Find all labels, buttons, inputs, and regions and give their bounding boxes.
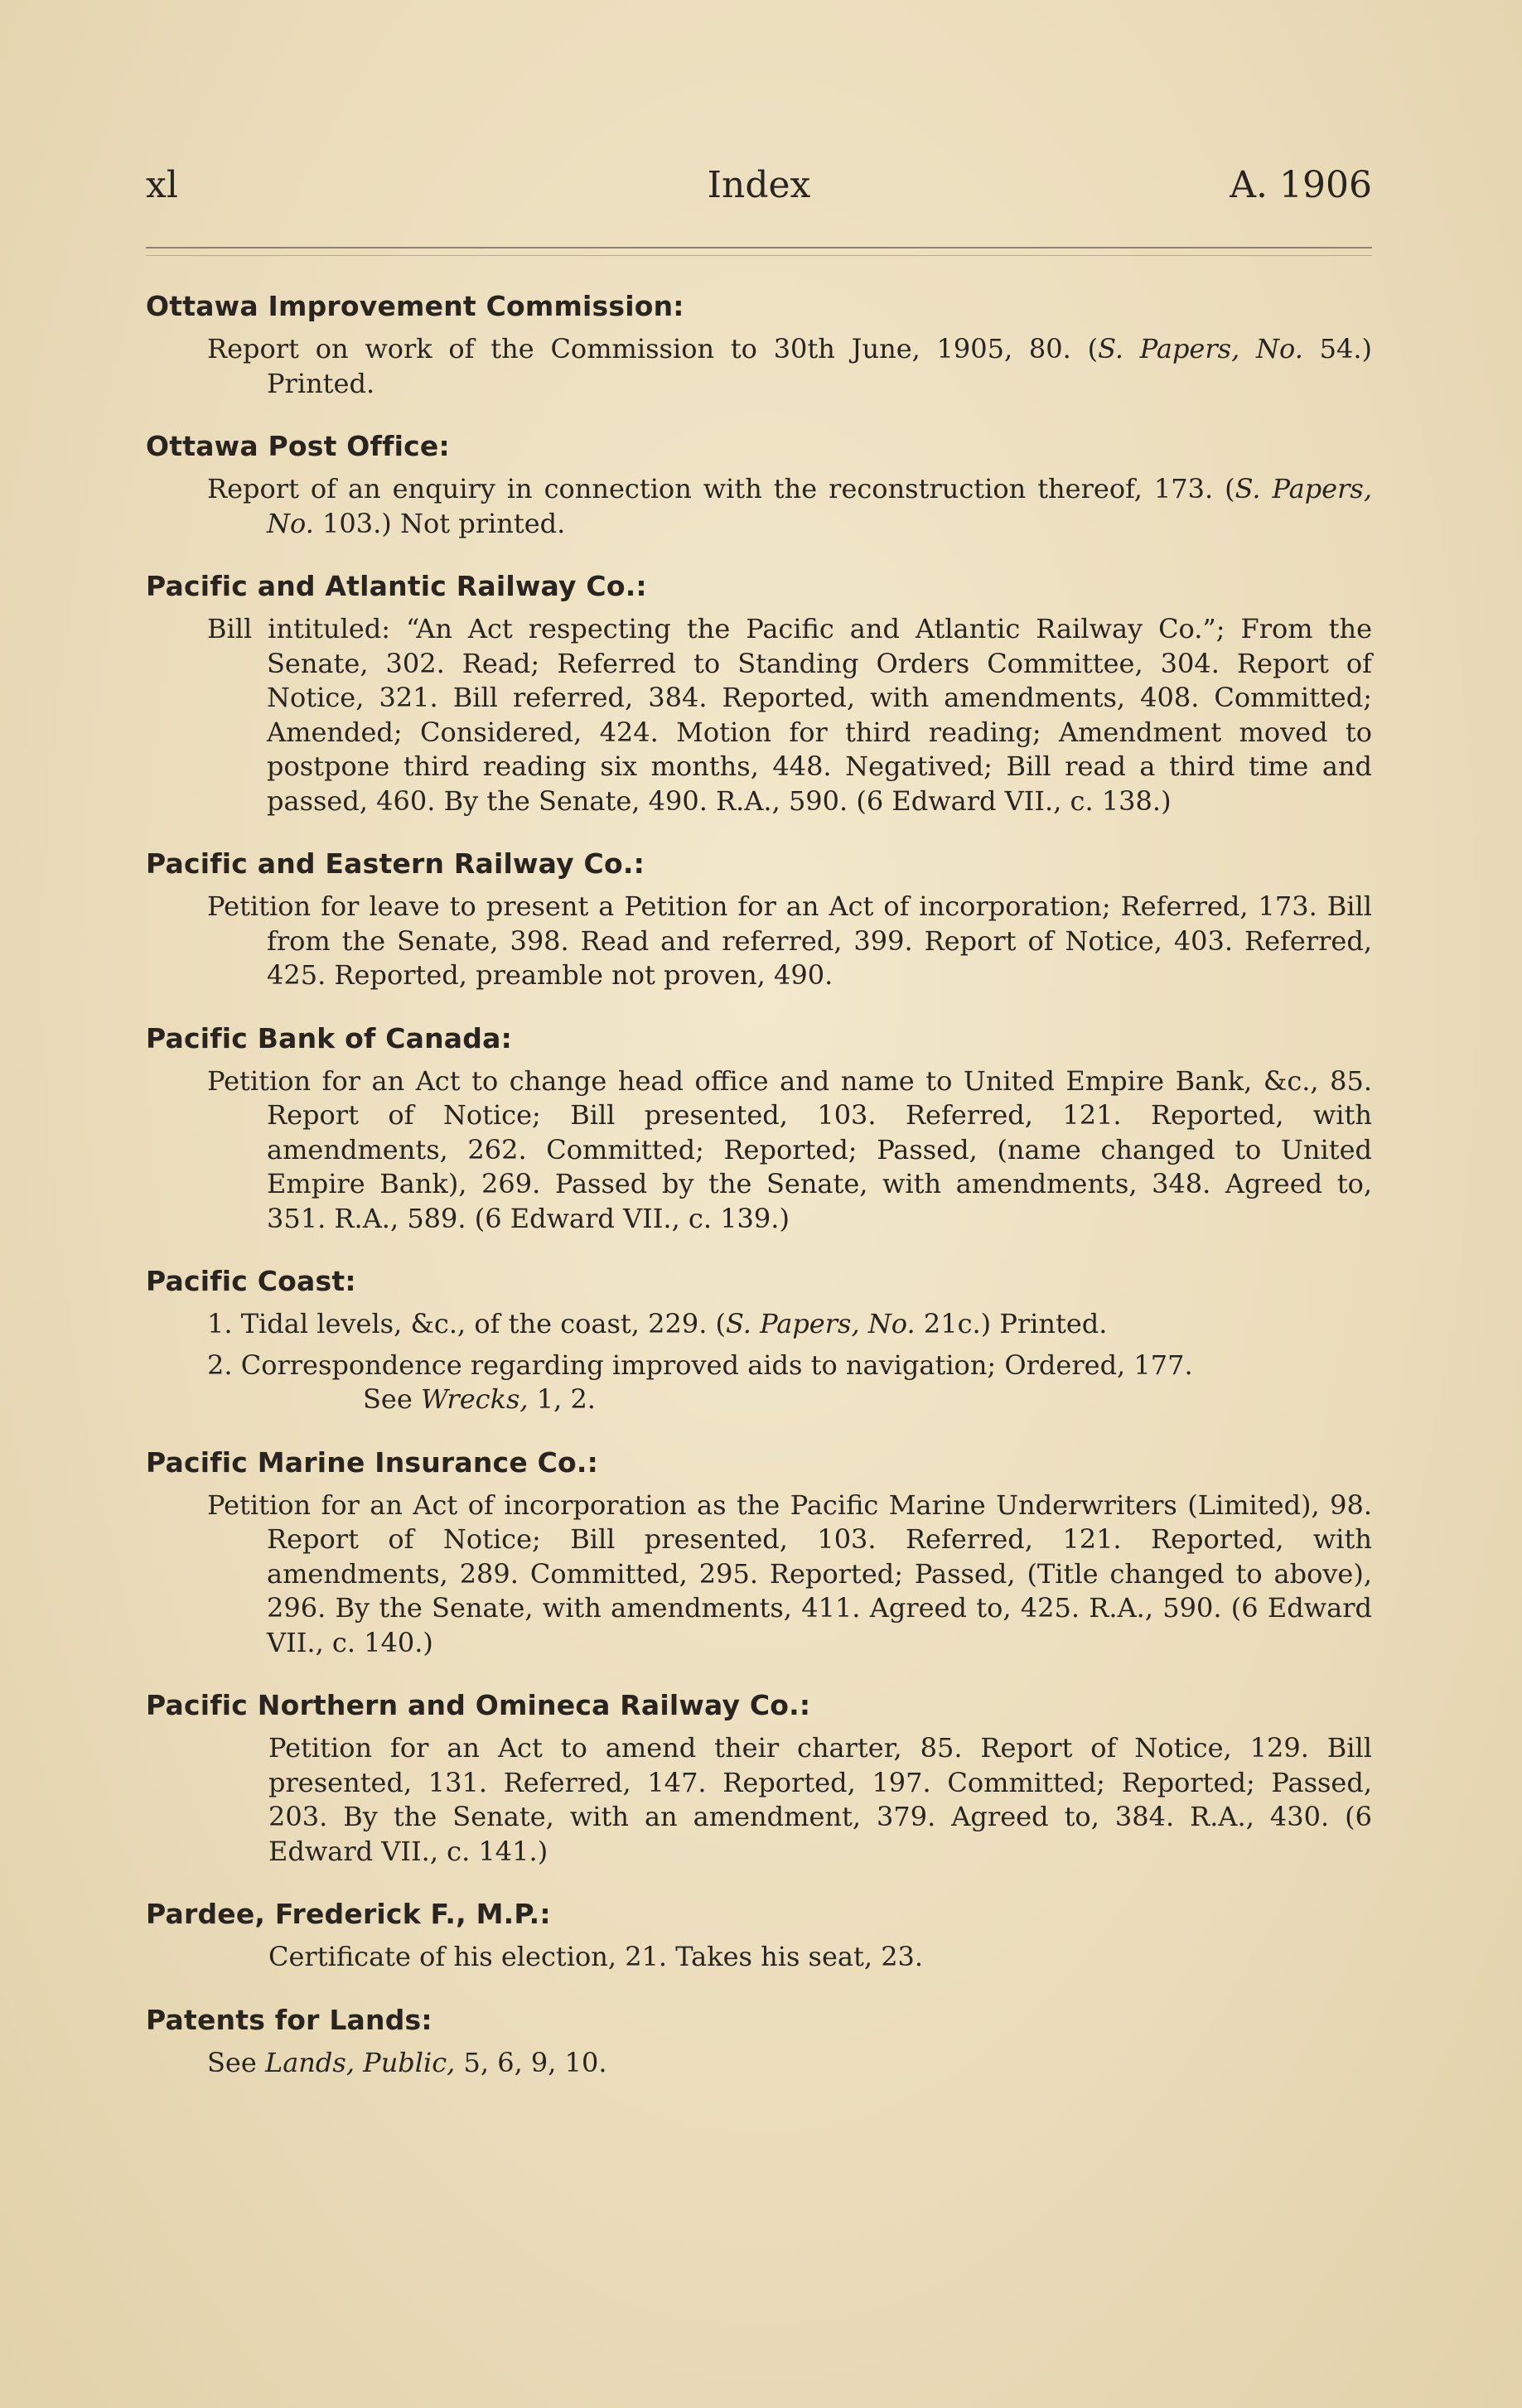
index-entries <box>146 286 1372 2105</box>
entry-text: Certificate of his election, 21. Takes his seat, 23. <box>268 1941 924 1972</box>
entry-heading: Pacific Bank of Canada: <box>146 1021 512 1054</box>
entry-heading: Pacific and Eastern Railway Co.: <box>146 847 645 880</box>
entry-text: Petition for an Act of incorporation as the Pacific Marine Underwriters (Limited), 98. Report of Notice; Bill presented, 103. Referred, 121. Reported, with amendments, 289. Committed, 295. Reported; Passed, (Title changed to above), 296. By the Senate, with amendments, 411. Agreed to, 425. R.A., 590. (6 Edward VII., c. 140.) <box>207 1489 1372 1658</box>
entry-text: 1. Tidal levels, &c., of the coast, 229. (S. Papers, No. 21c.) Printed. <box>207 1308 1108 1339</box>
entry-text: Report of an enquiry in connection with the reconstruction thereof, 173. (S. Papers, No. 103.) Not printed. <box>207 473 1373 539</box>
index-entry <box>146 843 1372 993</box>
index-entry <box>146 286 1372 401</box>
index-entry <box>146 1442 1372 1661</box>
entry-text: Petition for leave to present a Petition for an Act of incorporation; Referred, 173. Bill from the Senate, 398. Read and referred, 399. Report of Notice, 403. Referred, 425. Reported, preamble not proven, 490. <box>207 890 1372 991</box>
entry-text: Report on work of the Commission to 30th June, 1905, 80. (S. Papers, No. 54.) Printed. <box>207 333 1373 399</box>
header-rule <box>146 247 1372 249</box>
index-entry <box>146 1261 1372 1417</box>
entry-text: See Lands, Public, 5, 6, 9, 10. <box>207 2046 607 2078</box>
entry-heading: Pardee, Frederick F., M.P.: <box>146 1898 551 1930</box>
page-number: xl <box>146 164 178 206</box>
page-header <box>146 164 1372 214</box>
entry-heading: Pacific Coast: <box>146 1265 356 1297</box>
entry-text: Bill intituled: “An Act respecting the Pacific and Atlantic Railway Co.”; From the Senate, 302. Read; Referred to Standing Orders Committee, 304. Report of Notice, 321. Bill referred, 384. Reported, with amendments, 408. Committed; Amended; Considered, 424. Motion for third reading; Amendment moved to postpone third reading six months, 448. Negatived; Bill read a third time and passed, 460. By the Senate, 490. R.A., 590. (6 Edward VII., c. 138.) <box>207 613 1372 817</box>
entry-heading: Pacific Northern and Omineca Railway Co.: <box>146 1689 811 1721</box>
page-title: Index <box>707 164 811 206</box>
index-entry <box>146 566 1372 818</box>
header-rule-thin <box>146 255 1372 256</box>
index-entry <box>146 1685 1372 1869</box>
entry-heading: Pacific and Atlantic Railway Co.: <box>146 570 647 602</box>
entry-heading: Patents for Lands: <box>146 2003 432 2036</box>
entry-heading: Ottawa Improvement Commission: <box>146 290 684 322</box>
index-entry <box>146 1018 1372 1237</box>
entry-text: Petition for an Act to change head office and name to United Empire Bank, &c., 85. Report of Notice; Bill presented, 103. Referred, 121. Reported, with amendments, 262. Committed; Reported; Passed, (name changed to United Empire Bank), 269. Passed by the Senate, with amendments, 348. Agreed to, 351. R.A., 589. (6 Edward VII., c. 139.) <box>207 1064 1372 1234</box>
entry-heading: Ottawa Post Office: <box>146 430 450 462</box>
index-entry <box>146 2000 1372 2081</box>
index-entry <box>146 1894 1372 1975</box>
entry-heading: Pacific Marine Insurance Co.: <box>146 1445 599 1479</box>
index-entry <box>146 426 1372 541</box>
entry-text: 2. Correspondence regarding improved aids to navigation; Ordered, 177. See Wrecks, 1, 2. <box>207 1349 1193 1415</box>
entry-text: Petition for an Act to amend their charter, 85. Report of Notice, 129. Bill presented, 131. Referred, 147. Reported, 197. Committed; Reported; Passed, 203. By the Senate, with an amendment, 379. Agreed to, 384. R.A., 430. (6 Edward VII., c. 141.) <box>268 1732 1372 1867</box>
session-year: A. 1906 <box>1230 164 1372 206</box>
